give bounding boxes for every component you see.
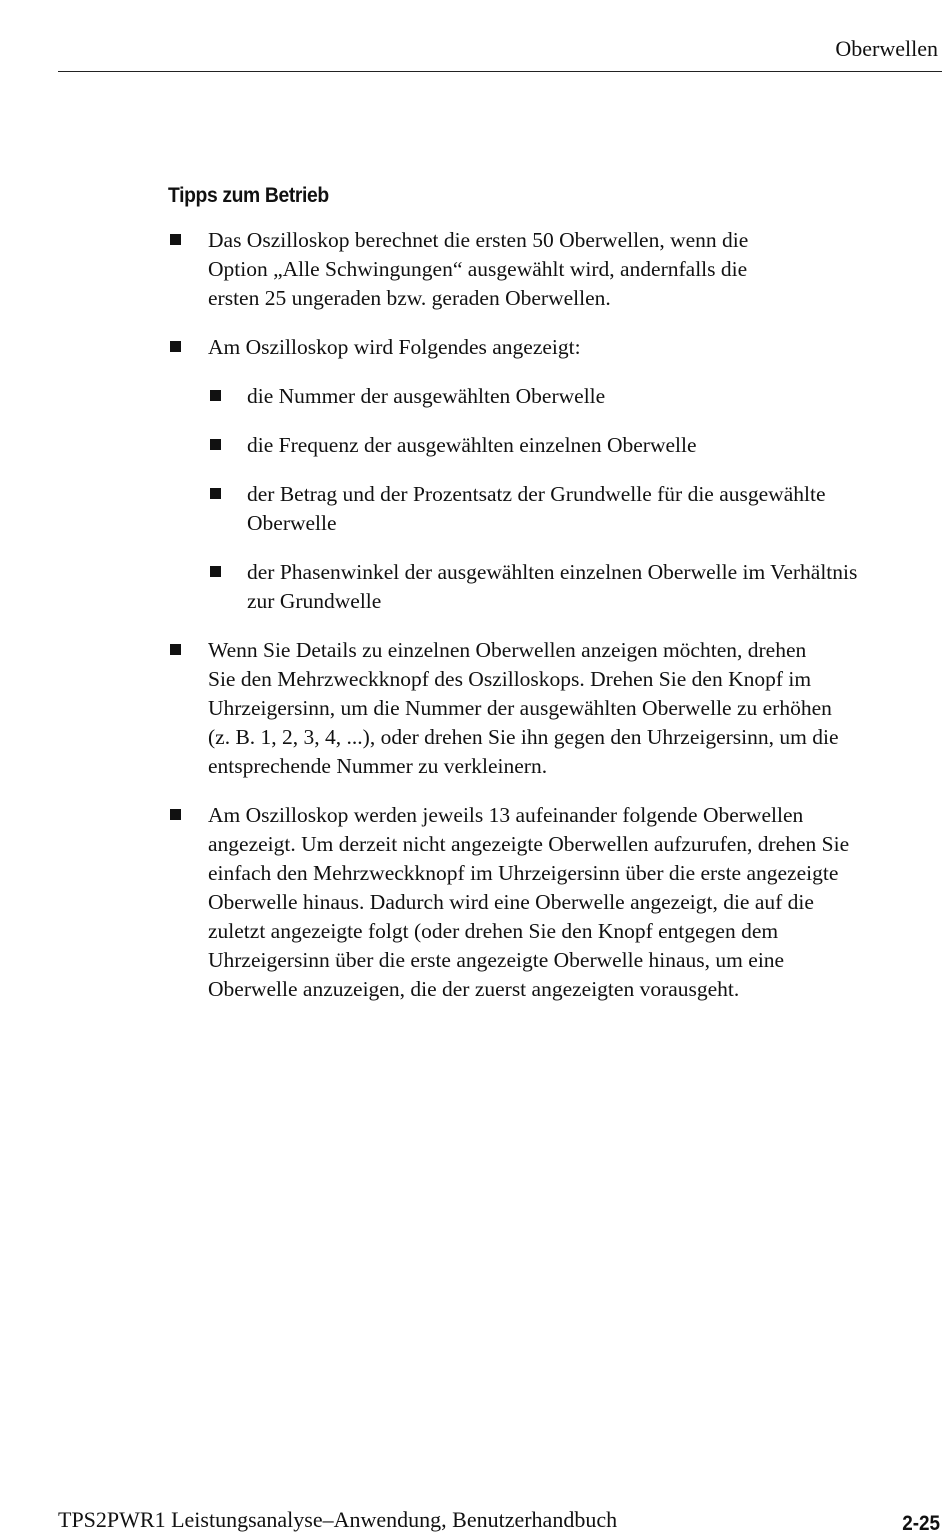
display-items-list [208, 382, 938, 616]
running-header-title: Oberwellen [835, 36, 938, 61]
tip-line: entsprechende Nummer zu verkleinern. [208, 754, 548, 778]
display-item [208, 382, 938, 411]
tip-line: einfach den Mehrzweckknopf im Uhrzeigersinn über die erste angezeigte [208, 861, 839, 885]
display-item-line: Oberwelle [247, 511, 337, 535]
display-item [208, 558, 938, 616]
bullet-square-icon [210, 439, 221, 450]
tip-line: Uhrzeigersinn, um die Nummer der ausgewählten Oberwelle zu erhöhen [208, 696, 832, 720]
main-content [168, 182, 938, 1024]
bullet-square-icon [170, 644, 181, 655]
tip-line: Oberwelle anzuzeigen, die der zuerst angezeigten vorausgeht. [208, 977, 740, 1001]
tip-line: Wenn Sie Details zu einzelnen Oberwellen anzeigen möchten, drehen [208, 638, 807, 662]
display-item-line: die Nummer der ausgewählten Oberwelle [247, 384, 606, 408]
tip-line: Oberwelle hinaus. Dadurch wird eine Oberwelle angezeigt, die auf die [208, 890, 814, 914]
display-item-line: zur Grundwelle [247, 589, 382, 613]
section-heading: Tipps zum Betrieb [168, 184, 329, 207]
tip-line: angezeigt. Um derzeit nicht angezeigte Oberwellen aufzurufen, drehen Sie [208, 832, 850, 856]
tip-line: Am Oszilloskop werden jeweils 13 aufeinander folgende Oberwellen [208, 803, 804, 827]
page-number: 2-25 [902, 1512, 940, 1535]
tip-line: Am Oszilloskop wird Folgendes angezeigt: [208, 335, 581, 359]
tip-line: Sie den Mehrzweckknopf des Oszilloskops. Drehen Sie den Knopf im [208, 667, 812, 691]
tip-line: zuletzt angezeigte folgt (oder drehen Sie den Knopf entgegen dem [208, 919, 779, 943]
tip-line: Das Oszilloskop berechnet die ersten 50 Oberwellen, wenn die [208, 228, 749, 252]
tip-line: Uhrzeigersinn über die erste angezeigte Oberwelle hinaus, um eine [208, 948, 785, 972]
header-rule [58, 71, 942, 72]
display-item-line: der Betrag und der Prozentsatz der Grundwelle für die ausgewählte [247, 482, 826, 506]
bullet-square-icon [170, 234, 181, 245]
bullet-square-icon [170, 809, 181, 820]
bullet-square-icon [170, 341, 181, 352]
display-item [208, 480, 938, 538]
tip-line: Option „Alle Schwingungen“ ausgewählt wird, andernfalls die [208, 257, 748, 281]
display-item [208, 431, 938, 460]
display-item-line: der Phasenwinkel der ausgewählten einzelnen Oberwelle im Verhältnis [247, 560, 858, 584]
bullet-square-icon [210, 390, 221, 401]
tip-item [168, 226, 938, 313]
display-item-line: die Frequenz der ausgewählten einzelnen Oberwelle [247, 433, 697, 457]
tips-list [168, 226, 938, 1004]
tip-item [168, 801, 938, 1004]
tip-line: ersten 25 ungeraden bzw. geraden Oberwellen. [208, 286, 611, 310]
footer-document-title: TPS2PWR1 Leistungsanalyse–Anwendung, Benutzerhandbuch [58, 1507, 618, 1532]
tip-item [168, 636, 938, 781]
tip-item [168, 333, 938, 616]
tip-line: (z. B. 1, 2, 3, 4, ...), oder drehen Sie ihn gegen den Uhrzeigersinn, um die [208, 725, 839, 749]
bullet-square-icon [210, 566, 221, 577]
bullet-square-icon [210, 488, 221, 499]
